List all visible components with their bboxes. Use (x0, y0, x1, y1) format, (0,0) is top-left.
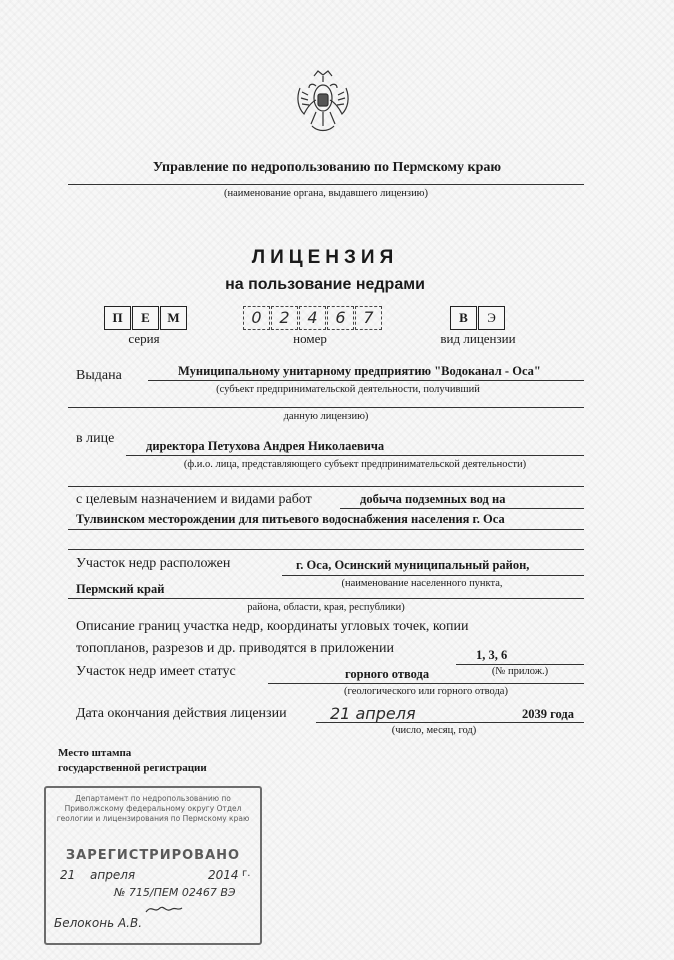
location-underline-2 (68, 598, 584, 599)
document-title: ЛИЦЕНЗИЯ (251, 247, 399, 268)
person-value: директора Петухова Андрея Николаевича (146, 439, 385, 453)
expiry-day-month: 21 апреля (330, 704, 416, 723)
location-caption-2: района, области, края, республики) (247, 602, 405, 613)
purpose-underline-1 (340, 508, 584, 509)
purpose-value-1: добыча подземных вод на (360, 492, 506, 506)
stamp-signature-icon (144, 902, 184, 916)
issuing-authority: Управление по недропользованию по Пермскому краю (152, 160, 502, 175)
stamp-date-month: апреля (90, 868, 136, 882)
stamp-year-suffix: г. (242, 868, 251, 879)
number-label: номер (293, 331, 327, 346)
authority-underline (68, 184, 584, 185)
number-digit-5: 7 (355, 306, 382, 330)
expiry-caption: (число, месяц, год) (391, 725, 477, 736)
person-caption: (ф.и.о. лица, представляющего субъект предпринимательской деятельности) (183, 459, 527, 470)
authority-caption: (наименование органа, выдавшего лицензию) (223, 188, 429, 199)
purpose-underline-3 (68, 549, 584, 550)
stamp-registrar: Белоконь А.В. (54, 916, 143, 930)
appendix-underline (456, 664, 584, 665)
license-type-letter-2: Э (478, 306, 505, 330)
purpose-value-2: Тулвинском месторождении для питьевого водоснабжения населения г. Оса (76, 512, 505, 526)
stamp-date-year: 2014 (208, 868, 239, 882)
issued-caption-1: (субъект предпринимательской деятельности, получивший (216, 384, 480, 395)
location-label: Участок недр расположен (76, 556, 231, 571)
person-label: в лице (76, 431, 115, 446)
license-type-label: вид лицензии (440, 331, 516, 346)
series-letter-3: М (160, 306, 187, 330)
coat-of-arms-icon (292, 68, 354, 140)
person-underline-2 (68, 486, 584, 487)
stamp-place-label-2: государственной регистрации (58, 762, 207, 774)
person-underline (126, 455, 584, 456)
number-digit-3: 4 (299, 306, 326, 330)
license-type-letter-1: В (450, 306, 477, 330)
stamp-reg-number: № 715/ПЕМ 02467 ВЭ (114, 886, 236, 899)
purpose-label: с целевым назначением и видами работ (76, 492, 312, 507)
issued-label: Выдана (76, 368, 122, 383)
appendix-caption: (№ прилож.) (491, 666, 549, 677)
issued-underline-2 (68, 407, 584, 408)
stamp-place-label-1: Место штампа (58, 747, 132, 759)
description-line-2: топопланов, разрезов и др. приводятся в приложении (76, 641, 395, 656)
status-value: горного отвода (345, 667, 430, 681)
number-digit-1: 0 (243, 306, 270, 330)
expiry-year: 2039 года (522, 707, 574, 721)
issued-caption-2: данную лицензию) (283, 411, 369, 422)
location-underline-1 (282, 575, 584, 576)
purpose-underline-2 (68, 529, 584, 530)
description-line-1: Описание границ участка недр, координаты угловых точек, копии (76, 619, 469, 634)
series-label: серия (128, 331, 160, 346)
series-letter-2: Е (132, 306, 159, 330)
appendix-numbers: 1, 3, 6 (476, 648, 508, 662)
location-caption-1: (наименование населенного пункта, (341, 578, 503, 589)
expiry-underline (316, 722, 584, 723)
location-value-2: Пермский край (76, 582, 165, 596)
status-underline (268, 683, 584, 684)
expiry-label: Дата окончания действия лицензии (76, 706, 287, 721)
document-subtitle: на пользование недрами (225, 276, 425, 293)
issued-value: Муниципальному унитарному предприятию "Водоканал - Оса" (178, 364, 541, 378)
number-digit-2: 2 (271, 306, 298, 330)
stamp-date-day: 21 (60, 868, 76, 882)
issued-underline (148, 380, 584, 381)
registration-stamp (44, 786, 262, 945)
location-value-1: г. Оса, Осинский муниципальный район, (296, 558, 530, 572)
stamp-header: Департамент по недропользованию по Приволжскому федеральному округу Отдел геологии и лицензирования по Пермскому краю (56, 794, 250, 823)
series-letter-1: П (104, 306, 131, 330)
status-label: Участок недр имеет статус (76, 664, 236, 679)
stamp-registered: ЗАРЕГИСТРИРОВАНО (65, 848, 241, 863)
number-digit-4: 6 (327, 306, 354, 330)
status-caption: (геологического или горного отвода) (344, 686, 508, 697)
